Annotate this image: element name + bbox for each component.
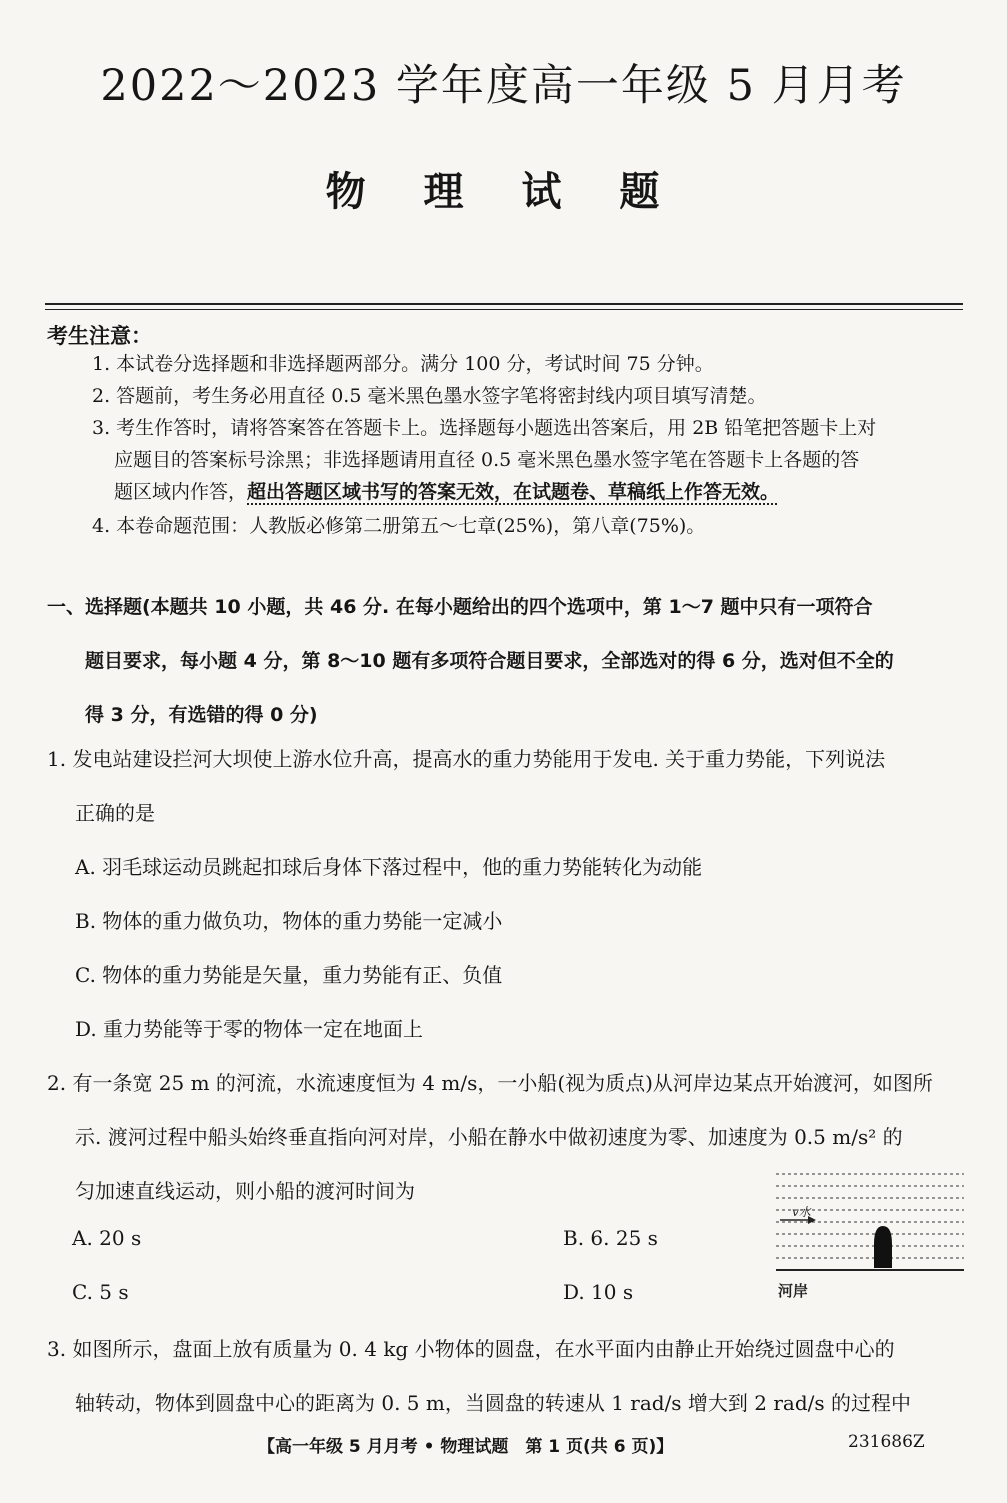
section-1-heading xyxy=(47,580,967,742)
exam-title: 2022～2023 学年度高一年级 5 月月考 xyxy=(100,61,907,111)
notice-item-3 xyxy=(92,416,972,504)
question-3 xyxy=(47,1322,972,1430)
water-velocity-label: v水 xyxy=(792,1205,811,1219)
question-1 xyxy=(47,732,972,1056)
q2-stem-line1: 2. 有一条宽 25 m 的河流，水流速度恒为 4 m/s，一小船(视为质点)从河岸边某点开始渡河，如图所 xyxy=(47,1071,933,1095)
q2-option-a: A. 20 s xyxy=(72,1226,142,1250)
q1-stem-line1: 1. 发电站建设拦河大坝使上游水位升高，提高水的重力势能用于发电. 关于重力势能，下列说法 xyxy=(47,747,886,771)
q3-stem-line1: 3. 如图所示，盘面上放有质量为 0. 4 kg 小物体的圆盘，在水平面内由静止开始绕过圆盘中心的 xyxy=(47,1337,895,1361)
section-1-line1: 一、选择题(本题共 10 小题，共 46 分. 在每小题给出的四个选项中，第 1～7 题中只有一项符合 xyxy=(47,596,873,618)
footer-page-info: 【高一年级 5 月月考 • 物理试题 第 1 页(共 6 页)】 xyxy=(258,1437,674,1457)
notice-item-3-line3 xyxy=(92,480,972,504)
footer-exam-code: 231686Z xyxy=(848,1432,925,1452)
notice-warning: 超出答题区域书写的答案无效，在试题卷、草稿纸上作答无效。 xyxy=(247,481,780,503)
notice-heading: 考生注意： xyxy=(47,324,152,348)
boat-shape xyxy=(874,1226,892,1268)
notice-item-3-line1: 3. 考生作答时，请将答案答在答题卡上。选择题每小题选出答案后，用 2B 铅笔把答题卡上对 xyxy=(92,417,877,439)
notice-item-1: 1. 本试卷分选择题和非选择题两部分。满分 100 分，考试时间 75 分钟。 xyxy=(92,353,714,375)
q1-option-d: D. 重力势能等于零的物体一定在地面上 xyxy=(75,1017,424,1041)
section-1-line2: 题目要求，每小题 4 分，第 8～10 题有多项符合题目要求，全部选对的得 6 分，选对但不全的 xyxy=(85,650,894,672)
q1-option-b: B. 物体的重力做负功，物体的重力势能一定减小 xyxy=(75,909,503,933)
q1-option-c: C. 物体的重力势能是矢量，重力势能有正、负值 xyxy=(75,963,503,987)
exam-subtitle: 物 理 试 题 xyxy=(325,169,682,215)
q2-stem-line3: 匀加速直线运动，则小船的渡河时间为 xyxy=(75,1179,415,1203)
q2-option-c: C. 5 s xyxy=(72,1280,129,1304)
q2-option-b: B. 6. 25 s xyxy=(563,1226,658,1250)
q2-stem-line2: 示. 渡河过程中船头始终垂直指向河对岸，小船在静水中做初速度为零、加速度为 0.5 m/s² 的 xyxy=(75,1125,903,1149)
notice-item-4: 4. 本卷命题范围：人教版必修第二册第五～七章(25%)，第八章(75%)。 xyxy=(92,515,706,537)
q1-stem-line2: 正确的是 xyxy=(75,801,155,825)
river-figure xyxy=(772,1168,968,1308)
header-rule-thin xyxy=(45,309,963,310)
q1-option-a: A. 羽毛球运动员跳起扣球后身体下落过程中，他的重力势能转化为动能 xyxy=(75,855,703,879)
notice-item-2: 2. 答题前，考生务必用直径 0.5 毫米黑色墨水签字笔将密封线内项目填写清楚。 xyxy=(92,385,767,407)
q3-stem-line2: 轴转动，物体到圆盘中心的距离为 0. 5 m，当圆盘的转速从 1 rad/s 增大到 2 rad/s 的过程中 xyxy=(75,1391,912,1415)
section-1-line3: 得 3 分，有选错的得 0 分) xyxy=(85,704,318,726)
notice-item-3-line3a: 题区域内作答， xyxy=(114,481,248,503)
header-rule-thick xyxy=(45,303,963,305)
river-bank-label: 河岸 xyxy=(778,1282,809,1300)
q2-option-d: D. 10 s xyxy=(563,1280,634,1304)
notice-item-3-line2: 应题目的答案标号涂黑；非选择题请用直径 0.5 毫米黑色墨水签字笔在答题卡上各题的答 xyxy=(114,449,860,471)
